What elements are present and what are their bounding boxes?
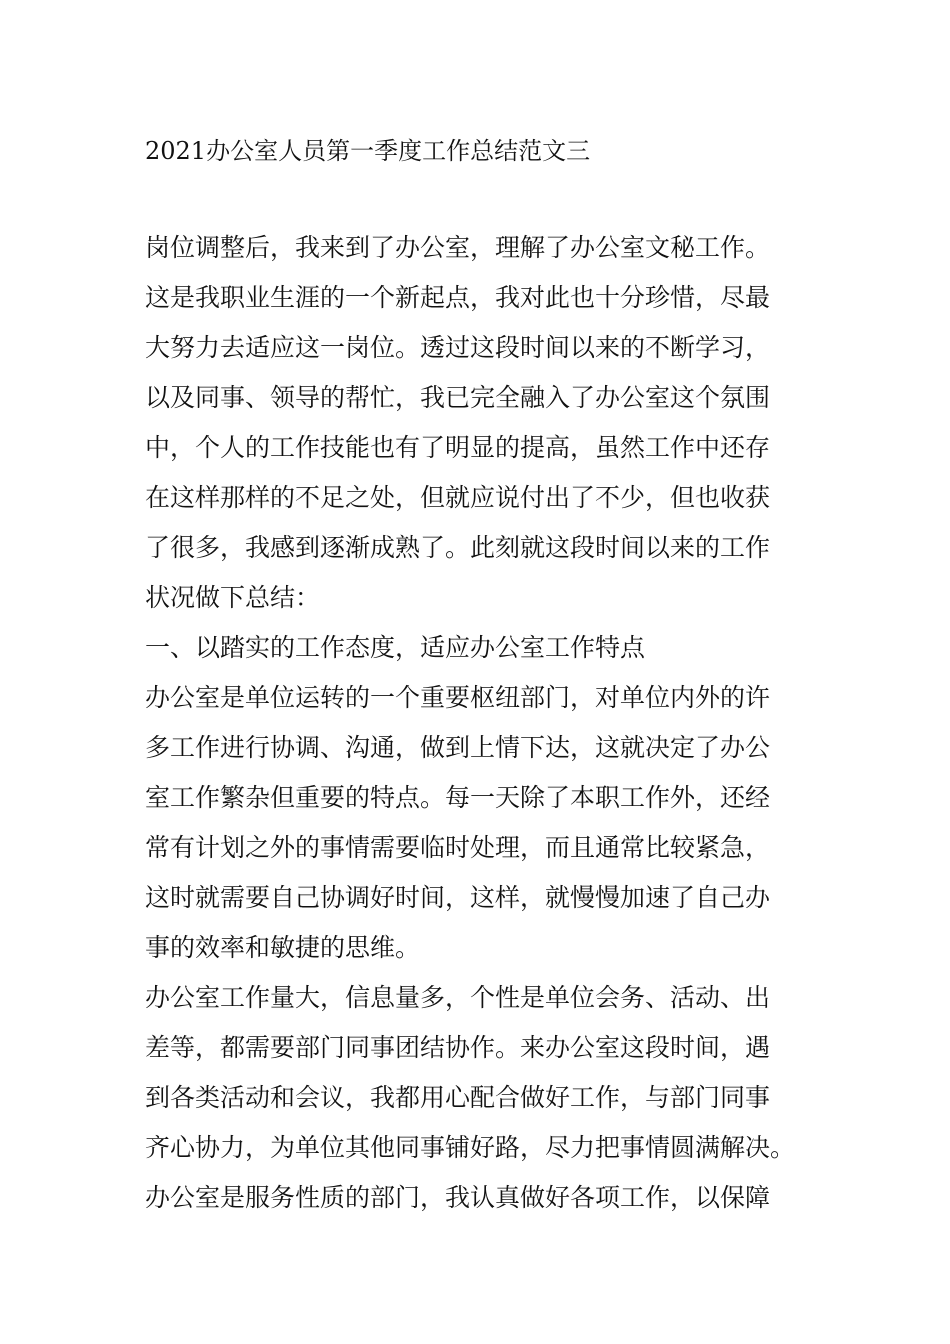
body-line: 室工作繁杂但重要的特点。每一天除了本职工作外，还经 bbox=[145, 783, 771, 812]
document-body bbox=[145, 223, 825, 1223]
body-line: 大努力去适应这一岗位。透过这段时间以来的不断学习， bbox=[145, 333, 771, 362]
body-line: 到各类活动和会议，我都用心配合做好工作，与部门同事 bbox=[145, 1083, 771, 1112]
body-line: 在这样那样的不足之处，但就应说付出了不少，但也收获 bbox=[145, 483, 771, 512]
document-title: 2021办公室人员第一季度工作总结范文三 bbox=[145, 137, 591, 165]
body-line: 常有计划之外的事情需要临时处理，而且通常比较紧急， bbox=[145, 833, 771, 862]
body-line: 了很多，我感到逐渐成熟了。此刻就这段时间以来的工作 bbox=[145, 533, 771, 562]
body-line: 以及同事、领导的帮忙，我已完全融入了办公室这个氛围 bbox=[145, 383, 771, 412]
body-line: 多工作进行协调、沟通，做到上情下达，这就决定了办公 bbox=[145, 733, 771, 762]
body-line: 齐心协力，为单位其他同事铺好路，尽力把事情圆满解决。 bbox=[145, 1133, 796, 1162]
body-line: 这时就需要自己协调好时间，这样，就慢慢加速了自己办 bbox=[145, 883, 771, 912]
body-line: 办公室工作量大，信息量多，个性是单位会务、活动、出 bbox=[145, 983, 771, 1012]
body-line: 办公室是服务性质的部门，我认真做好各项工作，以保障 bbox=[145, 1183, 771, 1212]
body-line: 这是我职业生涯的一个新起点，我对此也十分珍惜，尽最 bbox=[145, 283, 771, 312]
section-heading: 一、以踏实的工作态度，适应办公室工作特点 bbox=[145, 633, 646, 662]
body-line: 办公室是单位运转的一个重要枢纽部门，对单位内外的许 bbox=[145, 683, 771, 712]
body-line: 差等，都需要部门同事团结协作。来办公室这段时间，遇 bbox=[145, 1033, 771, 1062]
body-line: 岗位调整后，我来到了办公室，理解了办公室文秘工作。 bbox=[145, 233, 771, 262]
body-line: 中，个人的工作技能也有了明显的提高，虽然工作中还存 bbox=[145, 433, 771, 462]
body-line: 事的效率和敏捷的思维。 bbox=[145, 933, 421, 962]
body-line: 状况做下总结： bbox=[145, 583, 321, 612]
